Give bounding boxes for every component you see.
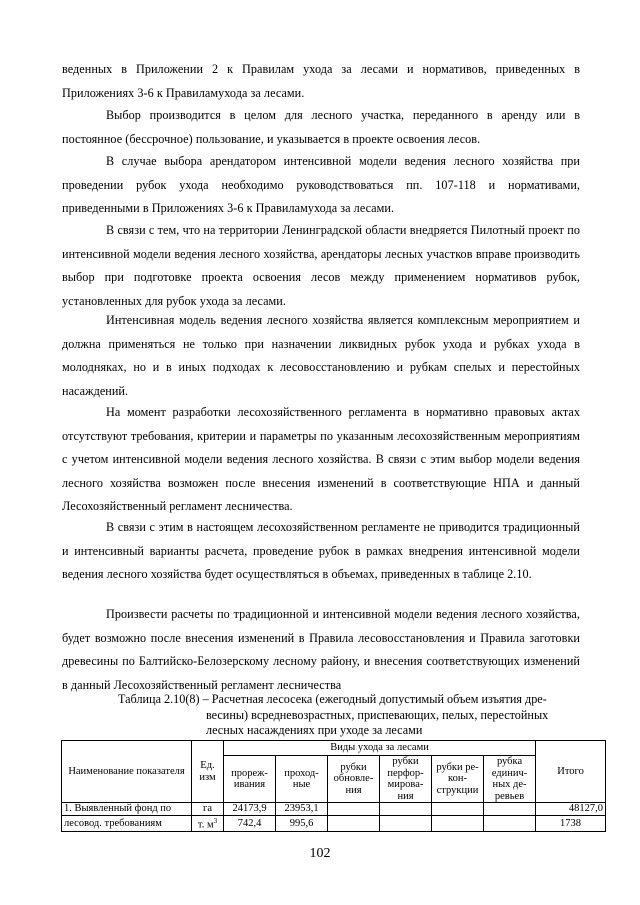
paragraph-4: В связи с тем, что на территории Ленинградской области внедряется Пилотный проект по интенсивной модели ведения лесного хозяйства, арендаторы лесных участков вправе производить выбор при подготовке проекта освоения лесов между применением нормативов рубок, установленных для рубок ухода за лесами. <box>62 223 580 308</box>
table-caption-rest: весины) всредневозрастных, приспевающих, пелых, перестойных <box>206 707 549 722</box>
table-caption-last: лесных насаждениях при уходе за лесами <box>206 723 423 737</box>
header-renewal: рубки обновления <box>328 756 380 803</box>
header-perforation: рубки перформирования <box>380 756 432 803</box>
cell-single-trees <box>484 803 536 816</box>
cell-passage: 995,6 <box>276 816 328 832</box>
cell-perforation <box>380 803 432 816</box>
cell-single-trees <box>484 816 536 832</box>
table-row <box>62 803 606 816</box>
cell-thinning: 24173,9 <box>224 803 276 816</box>
cell-name: 1. Выявленный фонд по <box>62 803 192 816</box>
table-caption-first-line: Таблица 2.10(8) – Расчетная лесосека (ежегодный допустимый объем изъятия дре- <box>118 692 547 706</box>
cell-unit: га <box>192 803 224 816</box>
table-caption <box>118 692 580 739</box>
cell-total: 48127,0 <box>536 803 606 816</box>
cell-renewal <box>328 803 380 816</box>
cell-name: лесовод. требованиям <box>62 816 192 832</box>
paragraph-6: На момент разработки лесохозяйственного регламента в нормативно правовых актах отсутствуют требования, критерии и параметры по указанным лесохозяйственным мероприятиям с учетом интенсивной модели ведения лесного хозяйства. В связи с этим выбор модели ведения лесного хозяйства возможен после внесения изменений в соответствующие НПА и данный Лесохозяйственный регламент лесничества. <box>62 405 580 513</box>
cell-renewal <box>328 816 380 832</box>
header-name: Наименование показателя <box>62 741 192 803</box>
header-thinning: прореживания <box>224 756 276 803</box>
paragraph-5: Интенсивная модель ведения лесного хозяйства является комплексным мероприятием и должна применяться не только при назначении ликвидных рубок ухода и рубках ухода в молодняках, но и в иных подходах к лесовосстановлению и рубкам спелых и перестойных насаждений. <box>62 313 580 398</box>
header-total: Итого <box>536 741 606 803</box>
paragraph-1: веденных в Приложении 2 к Правилам ухода за лесами и нормативов, приведенных в Приложениях 3-6 к Правиламухода за лесами. <box>62 62 580 100</box>
paragraph-8: Произвести расчеты по традиционной и интенсивной модели ведения лесного хозяйства, будет возможно после внесения изменений в Правила лесовосстановления и Правила заготовки древесины по Балтийско-Белозерскому лесному району, и внесения соответствующих изменений в данный Лесохозяйственный регламент лесничества <box>62 607 580 692</box>
cell-total: 1738 <box>536 816 606 832</box>
cell-perforation <box>380 816 432 832</box>
cell-reconstruction <box>432 816 484 832</box>
header-passage: проходные <box>276 756 328 803</box>
unit-superscript: 3 <box>213 817 218 825</box>
header-unit: Ед. изм <box>192 741 224 803</box>
header-reconstruction: рубки реконструкции <box>432 756 484 803</box>
cell-reconstruction <box>432 803 484 816</box>
table <box>61 740 605 832</box>
cell-passage: 23953,1 <box>276 803 328 816</box>
paragraph-2: Выбор производится в целом для лесного участка, переданного в аренду или в постоянное (бессрочное) пользование, и указывается в проекте освоения лесов. <box>62 108 580 146</box>
paragraph-7: В связи с этим в настоящем лесохозяйственном регламенте не приводится традиционный и интенсивный варианты расчета, проведение рубок в рамках внедрения интенсивной модели ведения лесного хозяйства будет осуществляться в объемах, приведенных в таблице 2.10. <box>62 520 580 581</box>
cell-unit: т. $м^3$ <box>192 816 224 832</box>
paragraph-3: В случае выбора арендатором интенсивной модели ведения лесного хозяйства при проведении рубок ухода необходимо руководствоваться пп. 107-118 и нормативами, приведенными в Приложениях 3-6 к Правиламухода за лесами. <box>62 154 580 215</box>
page-number: 102 <box>309 846 331 861</box>
header-single-trees: рубка единичных деревьев <box>484 756 536 803</box>
table-row <box>62 816 606 832</box>
header-group: Виды ухода за лесами <box>224 741 536 756</box>
cell-thinning: 742,4 <box>224 816 276 832</box>
